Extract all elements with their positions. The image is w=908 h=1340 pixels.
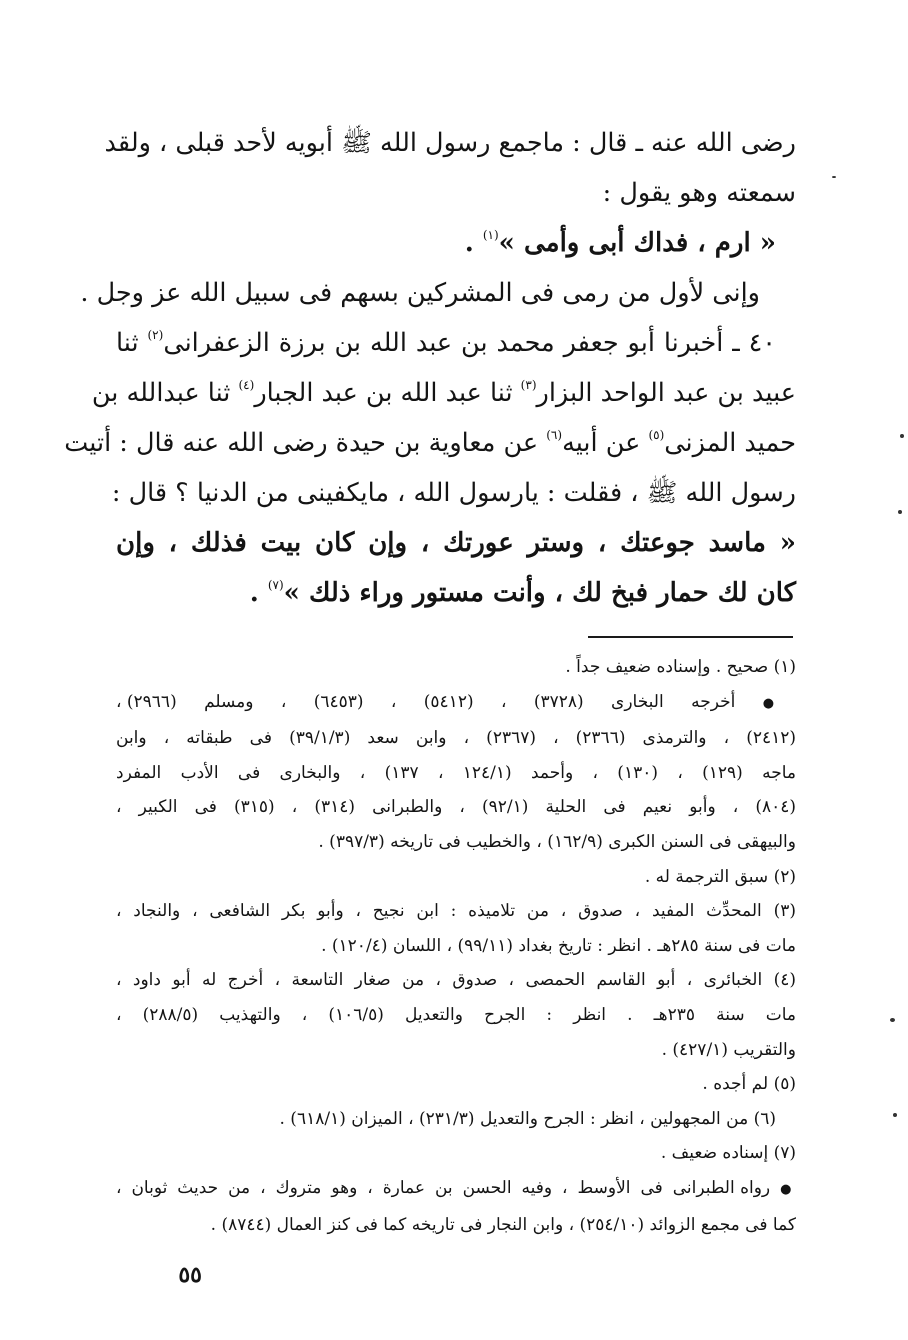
hadith-line-2: « ماسد جوعتك ، وستر عورتك ، وإن كان بيت فذلك ، وإن bbox=[116, 528, 796, 558]
scan-speck bbox=[900, 434, 904, 438]
footnote-ref-2[interactable]: (٢) bbox=[147, 328, 164, 342]
scan-speck bbox=[898, 510, 902, 514]
footnote-7-text: ● رواه الطبرانى فى الأوسط ، وفيه الحسن بن عمارة ، وهو متروك ، من حديث ثوبان ، bbox=[116, 1177, 797, 1198]
footnote-divider bbox=[588, 636, 793, 638]
footnote-5: (٥) لم أجده . bbox=[702, 1074, 796, 1095]
footnote-ref-1[interactable]: (١) bbox=[482, 228, 499, 242]
footnote-1-text: ● أخرجه البخارى (٣٧٢٨) ، (٥٤١٢) ، (٦٤٥٣) ، ومسلم (٢٩٦٦) ، bbox=[116, 691, 797, 712]
footnote-4-text: مات سنة ٢٣٥هـ . انظر : الجرح والتعديل (١٠٦/٥) ، والتهذيب (٢٨٨/٥) ، bbox=[116, 1004, 796, 1025]
scan-speck bbox=[893, 1113, 897, 1117]
footnote-ref-4[interactable]: (٤) bbox=[238, 378, 255, 392]
footnote-ref-5[interactable]: (٥) bbox=[648, 428, 665, 442]
text-line-2: سمعته وهو يقول : bbox=[602, 178, 796, 208]
footnote-1-text: والبيهقى فى السنن الكبرى (١٦٢/٩) ، والخطيب فى تاريخه (٣٩٧/٣) . bbox=[318, 831, 796, 852]
bullet-icon: ● bbox=[762, 695, 797, 711]
text-line-5: ٤٠ ـ أخبرنا أبو جعفر محمد بن عبد الله بن برزة الزعفرانى$^{(٢)}$ ثنا bbox=[116, 328, 776, 358]
footnote-4: (٤) الخبائرى ، أبو القاسم الحمصى ، صدوق ، من صغار التاسعة ، أخرج له أبو داود ، bbox=[116, 970, 796, 991]
footnote-1-text: (٢٤١٢) ، والترمذى (٢٣٦٦) ، (٢٣٦٧) ، وابن سعد (٣٩/١/٣) فى طبقاته ، وابن bbox=[116, 728, 797, 749]
footnote-1-text: ماجه (١٢٩) ، (١٣٠) ، وأحمد (١٢٤/١ ، ١٣٧) ، والبخارى فى الأدب المفرد bbox=[116, 762, 797, 783]
footnote-1-text: (٨٠٤) ، وأبو نعيم فى الحلية (٩٢/١) ، والطبرانى (٣١٤) ، (٣١٥) فى الكبير ، bbox=[116, 797, 797, 818]
footnote-ref-7[interactable]: (٧) bbox=[267, 578, 284, 592]
footnote-4-text: والتقريب (٤٢٧/١) . bbox=[661, 1039, 796, 1060]
hadith-line-1: « ارم ، فداك أبى وأمى »$^{(١)}$ . bbox=[464, 228, 776, 258]
text-line-8: رسول الله ﷺ ، فقلت : يارسول الله ، مايكفينى من الدنيا ؟ قال : bbox=[111, 478, 796, 508]
bullet-icon: ● bbox=[780, 1181, 797, 1197]
text-line-4: وإنى لأول من رمى فى المشركين بسهم فى سبيل الله عز وجل . bbox=[80, 278, 760, 308]
text-line-7: حميد المزنى$^{(٥)}$ عن أبيه$^{(٦)}$ عن معاوية بن حيدة رضى الله عنه قال : أتيت bbox=[64, 428, 796, 458]
text-line-6: عبيد بن عبد الواحد البزار$^{(٣)}$ ثنا عبد الله بن عبد الجبار$^{(٤)}$ ثنا عبدالله بن bbox=[91, 378, 796, 408]
footnote-7-text: كما فى مجمع الزوائد (٢٥٤/١٠) ، وابن النجار فى تاريخه كما فى كنز العمال (٨٧٤٤) . bbox=[210, 1214, 796, 1235]
footnote-ref-3[interactable]: (٣) bbox=[520, 378, 537, 392]
scan-speck bbox=[832, 176, 836, 178]
hadith-line-3: كان لك حمار فبخ لك ، وأنت مستور وراء ذلك »$^{(٧)}$ . bbox=[249, 578, 796, 608]
footnote-3-text: مات فى سنة ٢٨٥هـ . انظر : تاريخ بغداد (٩٩/١١) ، اللسان (١٢٠/٤) . bbox=[321, 935, 796, 956]
scan-speck bbox=[890, 1018, 895, 1022]
footnote-3: (٣) المحدِّث المفيد ، صدوق ، من تلاميذه : ابن نجيح ، وأبو بكر الشافعى ، والنجاد ، bbox=[116, 901, 796, 922]
footnote-6: (٦) من المجهولين ، انظر : الجرح والتعديل (٢٣١/٣) ، الميزان (٦١٨/١) . bbox=[279, 1108, 776, 1129]
main-text bbox=[64, 118, 796, 618]
footnote-2: (٢) سبق الترجمة له . bbox=[644, 866, 796, 887]
footnote-ref-6[interactable]: (٦) bbox=[546, 428, 563, 442]
page-number: ٥٥ bbox=[178, 1262, 202, 1288]
footnote-7: (٧) إسناده ضعيف . bbox=[660, 1143, 796, 1164]
footnotes bbox=[116, 650, 796, 1242]
footnote-1: (١) صحيح . وإسناده ضعيف جداً . bbox=[565, 657, 796, 677]
text-line-1: رضى الله عنه ـ قال : ماجمع رسول الله ﷺ أبويه لأحد قبلى ، ولقد bbox=[104, 128, 796, 158]
